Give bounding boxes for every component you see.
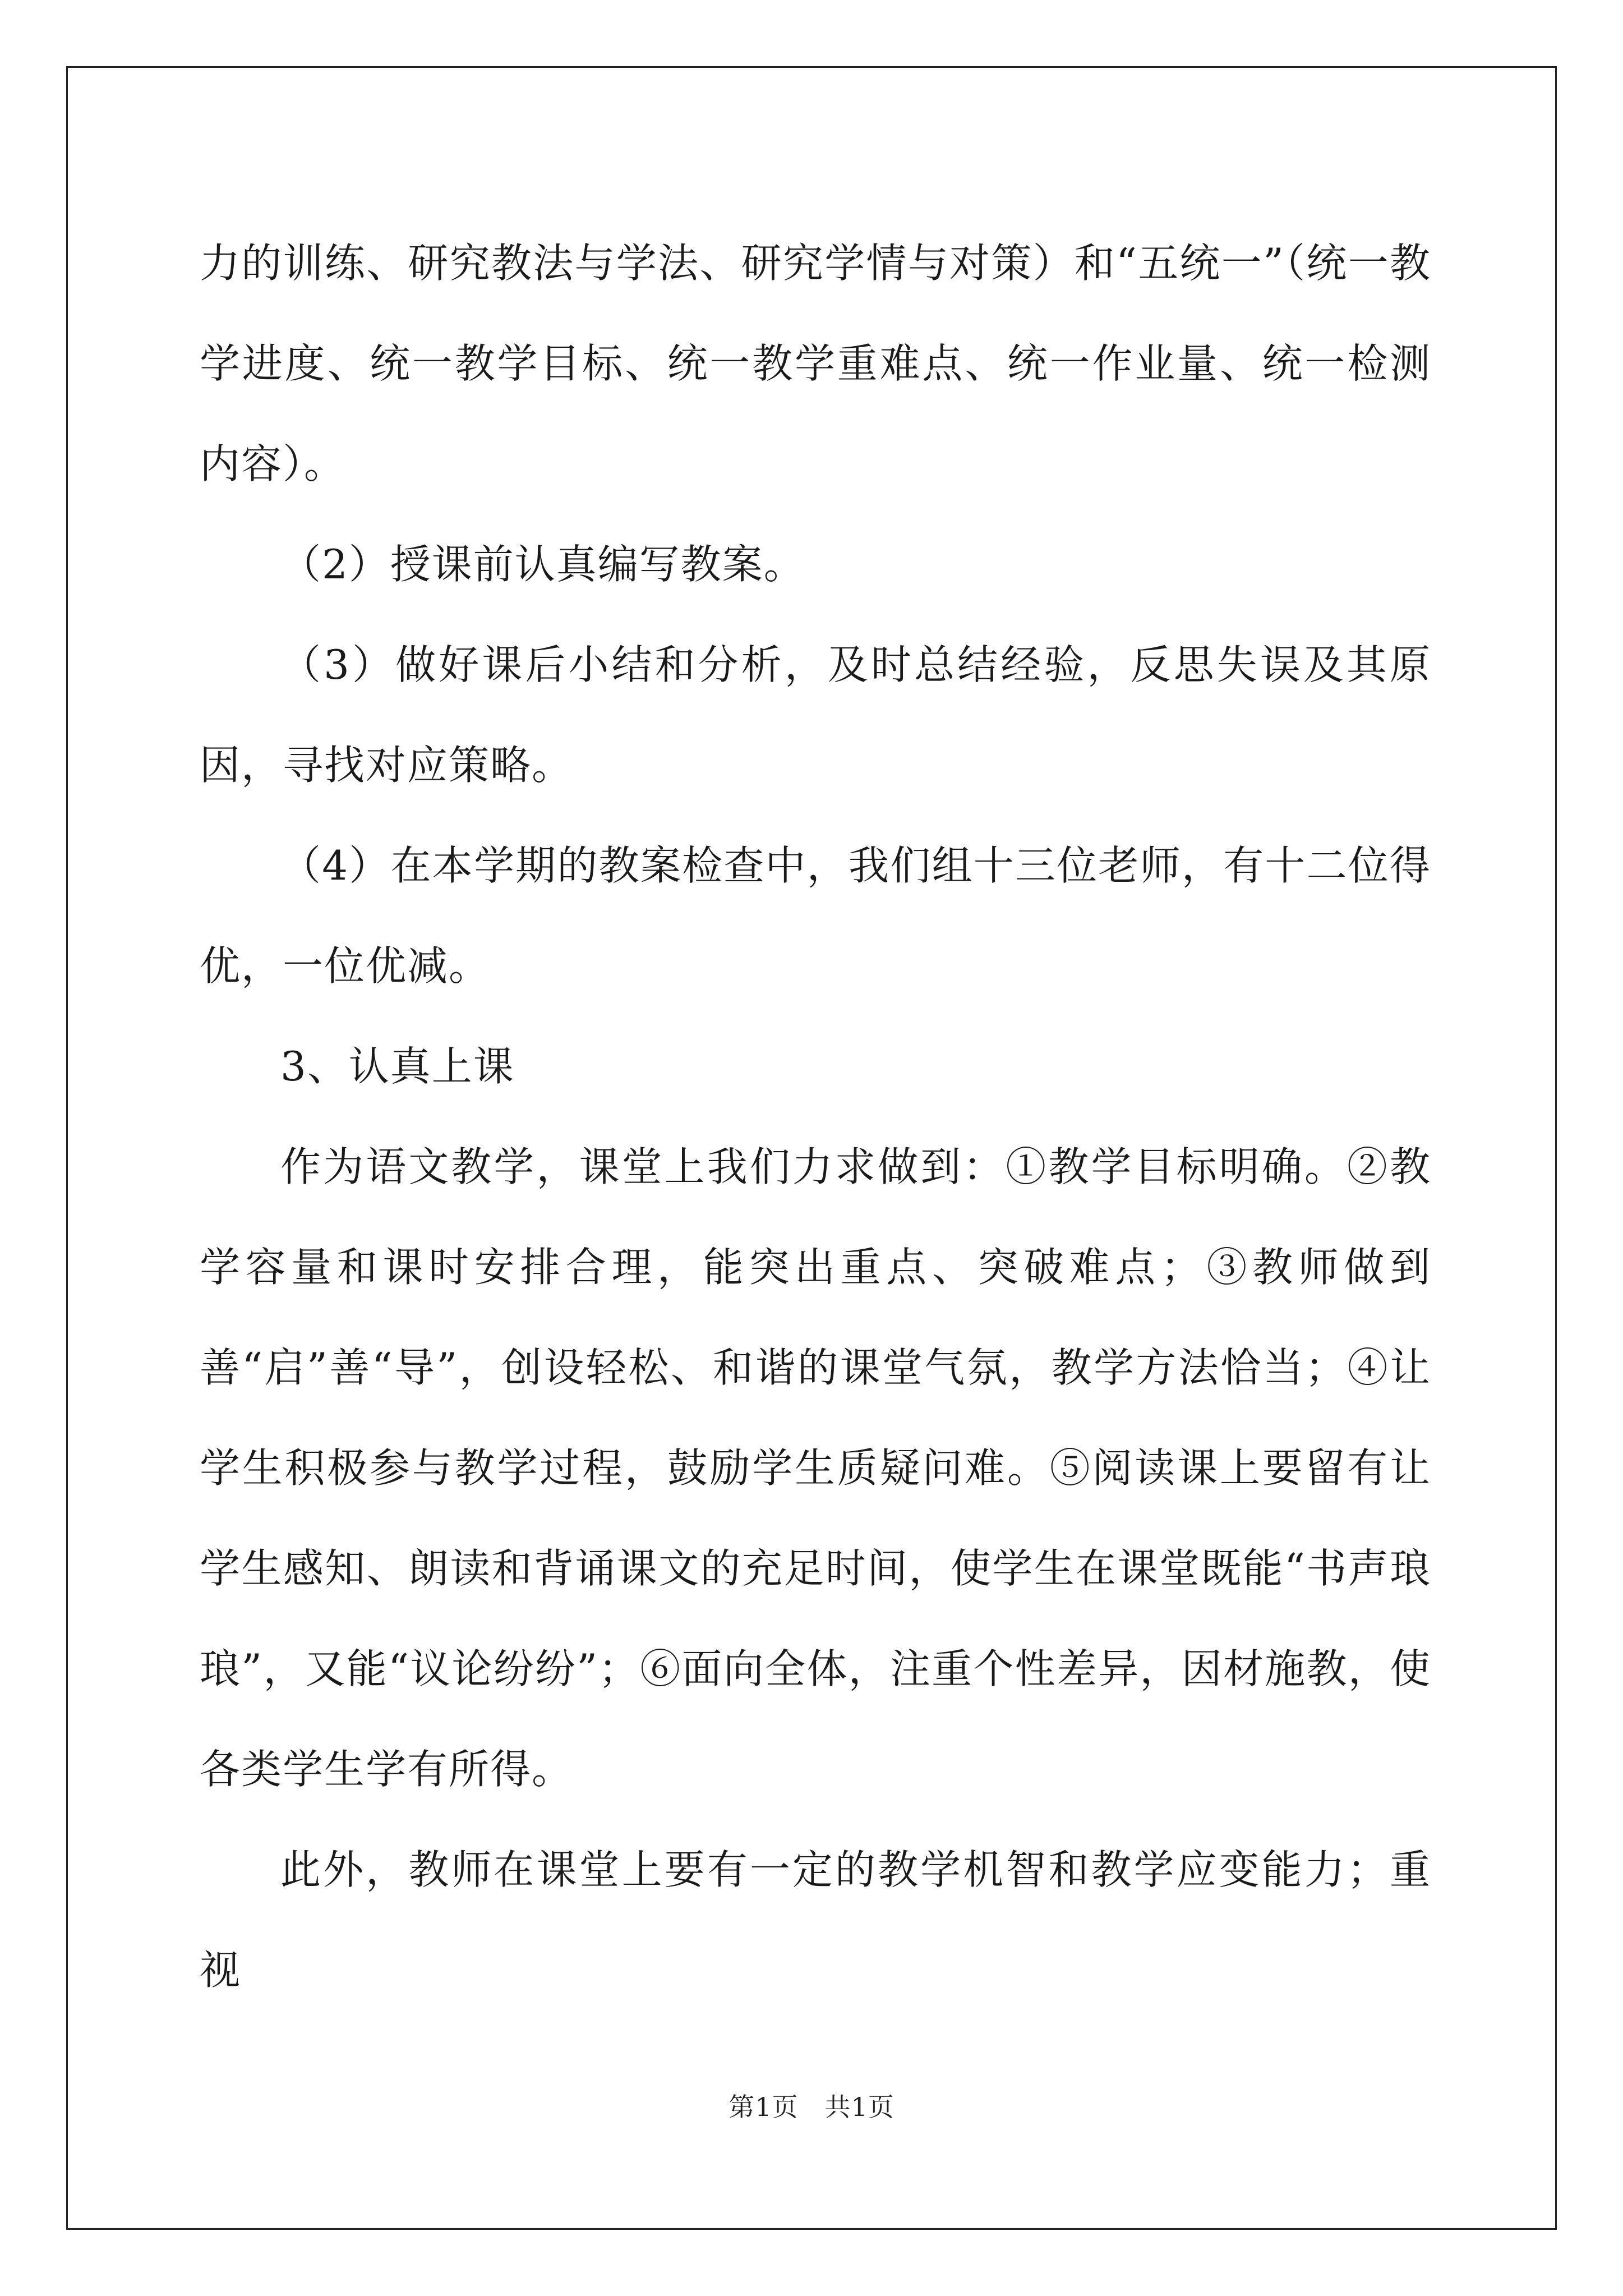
page-number-footer: 第1页 共1页 (728, 2092, 895, 2122)
document-body (200, 213, 1431, 2021)
paragraph-4: （4）在本学期的教案检查中，我们组十三位老师，有十二位得优，一位优减。 (200, 842, 1431, 990)
section-heading: 3、认真上课 (280, 1043, 515, 1090)
paragraph-3: （3）做好课后小结和分析，及时总结经验，反思失误及其原因，寻找对应策略。 (200, 641, 1431, 789)
paragraph-7: 此外，教师在课堂上要有一定的教学机智和教学应变能力；重视 (200, 1846, 1431, 1994)
paragraph-6: 作为语文教学，课堂上我们力求做到：①教学目标明确。②教学容量和课时安排合理，能突出重点、突破难点；③教师做到善“启”善“导”，创设轻松、和谐的课堂气氛，教学方法恰当；④让学生积极参与教学过程，鼓励学生质疑问难。⑤阅读课上要留有让学生感知、朗读和背诵课文的充足时间，使学生在课堂既能“书声琅琅”，又能“议论纷纷”；⑥面向全体，注重个性差异，因材施教，使各类学生学有所得。 (200, 1143, 1431, 1793)
paragraph-2: （2）授课前认真编写教案。 (280, 541, 805, 588)
paragraph-1: 力的训练、研究教法与学法、研究学情与对策）和“五统一”（统一教学进度、统一教学目标、统一教学重难点、统一作业量、统一检测内容）。 (200, 240, 1431, 487)
